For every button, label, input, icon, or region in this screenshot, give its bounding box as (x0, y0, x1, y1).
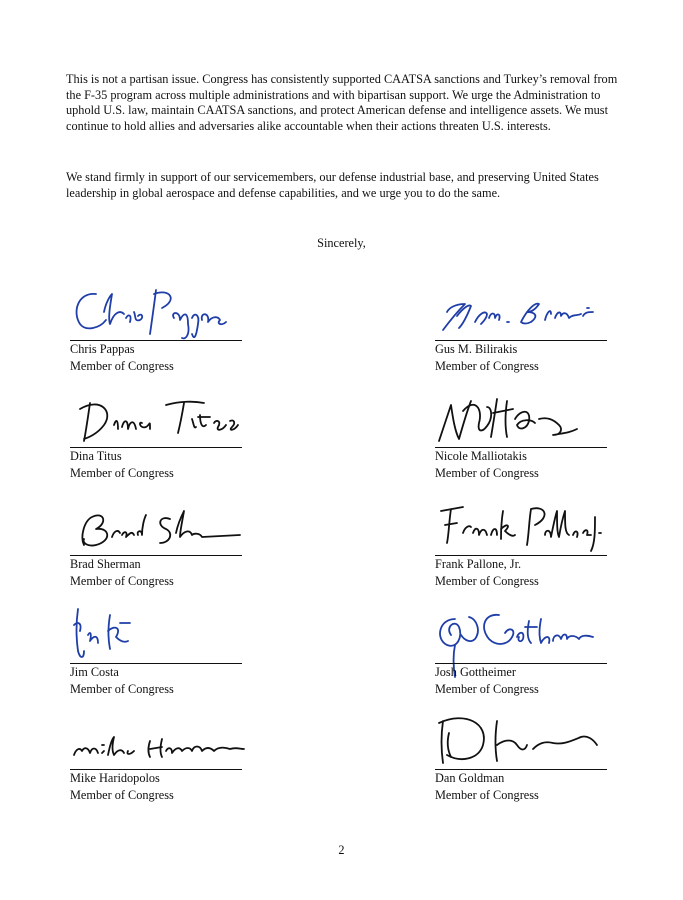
signer-name: Gus M. Bilirakis (435, 342, 518, 356)
signer-title: Member of Congress (70, 788, 174, 802)
body-paragraph-2: We stand firmly in support of our servicemembers, our defense industrial base, and preserving United States leadership in global aerospace and defense capabilities, and we urge you to do the same. (66, 170, 599, 200)
signer-name: Jim Costa (70, 665, 119, 679)
signature-block-brad-sherman (70, 497, 245, 602)
body-paragraph-1: This is not a partisan issue. Congress has consistently supported CAATSA sanctions and Turkey’s removal from the F-35 program across multiple administrations and with bipartisan support. We urge the Administration to uphold U.S. law, maintain CAATSA sanctions, and protect American defense and intelligence assets. We must continue to hold allies and adversaries alike accountable when their actions threaten U.S. interests. (66, 72, 618, 133)
signer-title: Member of Congress (435, 574, 539, 588)
signature-block-jim-costa (70, 605, 245, 710)
signature-line (435, 340, 607, 341)
signer-name: Dina Titus (70, 449, 122, 463)
signature-gus-bilirakis (435, 282, 610, 342)
signer-title: Member of Congress (435, 788, 539, 802)
signature-brad-sherman (70, 497, 245, 557)
signer-title: Member of Congress (70, 359, 174, 373)
signature-block-frank-pallone (435, 497, 610, 602)
signature-chris-pappas (70, 282, 245, 342)
signature-block-gus-bilirakis (435, 282, 610, 387)
signature-line (70, 769, 242, 770)
signature-frank-pallone (435, 497, 610, 557)
signature-dan-goldman (435, 711, 610, 771)
signature-line (435, 769, 607, 770)
closing-salutation: Sincerely, (317, 236, 366, 250)
signature-block-dan-goldman (435, 711, 610, 816)
signature-mike-haridopolos (70, 711, 245, 771)
signer-title: Member of Congress (435, 359, 539, 373)
signature-jim-costa (70, 605, 245, 665)
signer-name: Dan Goldman (435, 771, 505, 785)
signer-title: Member of Congress (70, 466, 174, 480)
signer-name: Chris Pappas (70, 342, 135, 356)
signature-line (435, 447, 607, 448)
page-number: 2 (338, 843, 345, 857)
signature-block-nicole-malliotakis (435, 389, 610, 494)
signer-title: Member of Congress (70, 682, 174, 696)
signer-name: Josh Gottheimer (435, 665, 516, 679)
signature-block-mike-haridopolos (70, 711, 245, 816)
signature-josh-gottheimer (435, 605, 610, 665)
signature-line (70, 663, 242, 664)
signature-block-chris-pappas (70, 282, 245, 387)
signature-line (70, 447, 242, 448)
signature-nicole-malliotakis (435, 389, 610, 449)
signer-title: Member of Congress (435, 682, 539, 696)
signer-name: Nicole Malliotakis (435, 449, 527, 463)
signer-name: Brad Sherman (70, 557, 141, 571)
signature-line (70, 340, 242, 341)
signature-dina-titus (70, 389, 245, 449)
signer-title: Member of Congress (435, 466, 539, 480)
signature-line (435, 555, 607, 556)
signer-name: Frank Pallone, Jr. (435, 557, 522, 571)
signature-block-dina-titus (70, 389, 245, 494)
signature-line (435, 663, 607, 664)
signature-line (70, 555, 242, 556)
signer-title: Member of Congress (70, 574, 174, 588)
signature-block-josh-gottheimer (435, 605, 610, 710)
signer-name: Mike Haridopolos (70, 771, 160, 785)
